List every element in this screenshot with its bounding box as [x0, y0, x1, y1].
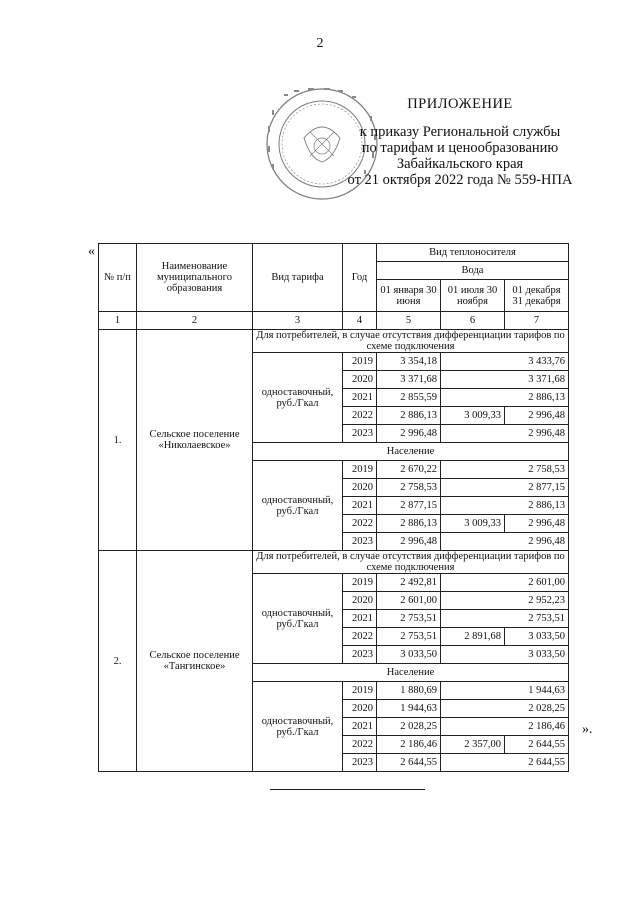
year-cell: 2022: [343, 515, 377, 533]
appendix-line: от 21 октября 2022 года № 559-НПА: [347, 172, 573, 188]
value-jul-dec: 2 644,55: [441, 754, 569, 772]
tariff-type: одноставочный, руб./Гкал: [253, 682, 343, 772]
value-jan-jun: 2 601,00: [377, 592, 441, 610]
value-jul-dec: 2 952,23: [441, 592, 569, 610]
header-num: № п/п: [99, 244, 137, 312]
value-jul-nov: 3 009,33: [441, 407, 505, 425]
closing-quote: ».: [582, 722, 593, 737]
value-jul-nov: 2 891,68: [441, 628, 505, 646]
year-cell: 2022: [343, 628, 377, 646]
column-number: 3: [253, 312, 343, 330]
tariff-table: [98, 243, 569, 772]
year-cell: 2023: [343, 646, 377, 664]
municipality-name: Сельское поселение «Николаевское»: [137, 330, 253, 551]
year-cell: 2020: [343, 479, 377, 497]
column-number: 2: [137, 312, 253, 330]
value-jan-jun: 2 758,53: [377, 479, 441, 497]
year-cell: 2020: [343, 371, 377, 389]
header-period: 01 января 30 июня: [377, 280, 441, 312]
category-row: [99, 330, 569, 353]
appendix-block: [340, 96, 580, 188]
value-jan-jun: 3 354,18: [377, 353, 441, 371]
year-cell: 2019: [343, 353, 377, 371]
year-cell: 2023: [343, 425, 377, 443]
year-cell: 2019: [343, 682, 377, 700]
column-number: 6: [441, 312, 505, 330]
section-number: 2.: [99, 551, 137, 772]
value-dec: 2 996,48: [505, 407, 569, 425]
value-dec: 2 996,48: [505, 515, 569, 533]
value-jan-jun: 2 996,48: [377, 533, 441, 551]
value-jul-dec: 2 877,15: [441, 479, 569, 497]
year-cell: 2023: [343, 533, 377, 551]
value-jan-jun: 2 670,22: [377, 461, 441, 479]
year-cell: 2021: [343, 610, 377, 628]
year-cell: 2019: [343, 574, 377, 592]
category-label: Для потребителей, в случае отсутствия дифференциации тарифов по схеме подключения: [253, 551, 569, 574]
value-jul-dec: 2 028,25: [441, 700, 569, 718]
value-jan-jun: 1 880,69: [377, 682, 441, 700]
value-dec: 3 033,50: [505, 628, 569, 646]
year-cell: 2021: [343, 718, 377, 736]
column-number: 5: [377, 312, 441, 330]
value-jan-jun: 2 855,59: [377, 389, 441, 407]
year-cell: 2022: [343, 736, 377, 754]
value-jul-dec: 2 601,00: [441, 574, 569, 592]
value-jul-dec: 2 758,53: [441, 461, 569, 479]
municipality-name: Сельское поселение «Тангинское»: [137, 551, 253, 772]
value-jul-dec: 2 186,46: [441, 718, 569, 736]
year-cell: 2021: [343, 389, 377, 407]
appendix-line: Забайкальского края: [396, 156, 524, 172]
opening-quote: «: [88, 244, 95, 259]
value-jul-dec: 2 996,48: [441, 533, 569, 551]
value-jan-jun: 2 886,13: [377, 407, 441, 425]
value-jul-dec: 2 753,51: [441, 610, 569, 628]
value-jan-jun: 2 753,51: [377, 610, 441, 628]
value-jul-dec: 3 033,50: [441, 646, 569, 664]
section-number: 1.: [99, 330, 137, 551]
year-cell: 2021: [343, 497, 377, 515]
value-jan-jun: 3 033,50: [377, 646, 441, 664]
page-number: 2: [316, 36, 324, 51]
column-number: 4: [343, 312, 377, 330]
year-cell: 2023: [343, 754, 377, 772]
category-row: [99, 551, 569, 574]
header-year: Год: [343, 244, 377, 312]
tariff-type: одноставочный, руб./Гкал: [253, 574, 343, 664]
column-number: 7: [505, 312, 569, 330]
value-jan-jun: 2 877,15: [377, 497, 441, 515]
year-cell: 2020: [343, 700, 377, 718]
value-jul-nov: 3 009,33: [441, 515, 505, 533]
value-jul-dec: 1 944,63: [441, 682, 569, 700]
value-jan-jun: 2 996,48: [377, 425, 441, 443]
year-cell: 2019: [343, 461, 377, 479]
end-divider: [270, 789, 425, 790]
value-jul-dec: 2 996,48: [441, 425, 569, 443]
year-cell: 2022: [343, 407, 377, 425]
appendix-line: по тарифам и ценообразованию: [361, 140, 559, 156]
value-jul-nov: 2 357,00: [441, 736, 505, 754]
value-jul-dec: 3 433,76: [441, 353, 569, 371]
header-water: Вода: [377, 262, 569, 280]
category-label: Население: [253, 664, 569, 682]
year-cell: 2020: [343, 592, 377, 610]
header-period: 01 июля 30 ноября: [441, 280, 505, 312]
appendix-title: ПРИЛОЖЕНИЕ: [407, 96, 513, 112]
category-label: Для потребителей, в случае отсутствия дифференциации тарифов по схеме подключения: [253, 330, 569, 353]
tariff-type: одноставочный, руб./Гкал: [253, 461, 343, 551]
header-period: 01 декабря 31 декабря: [505, 280, 569, 312]
header-municipality: Наименование муниципального образования: [137, 244, 253, 312]
value-jul-dec: 2 886,13: [441, 497, 569, 515]
header-tariff-type: Вид тарифа: [253, 244, 343, 312]
value-jan-jun: 2 644,55: [377, 754, 441, 772]
value-jul-dec: 2 886,13: [441, 389, 569, 407]
value-jan-jun: 1 944,63: [377, 700, 441, 718]
value-jan-jun: 2 028,25: [377, 718, 441, 736]
value-dec: 2 644,55: [505, 736, 569, 754]
value-jan-jun: 2 886,13: [377, 515, 441, 533]
category-label: Население: [253, 443, 569, 461]
value-jan-jun: 3 371,68: [377, 371, 441, 389]
column-number: 1: [99, 312, 137, 330]
value-jan-jun: 2 753,51: [377, 628, 441, 646]
tariff-type: одноставочный, руб./Гкал: [253, 353, 343, 443]
header-coolant: Вид теплоносителя: [377, 244, 569, 262]
value-jan-jun: 2 492,81: [377, 574, 441, 592]
value-jul-dec: 3 371,68: [441, 371, 569, 389]
appendix-line: к приказу Региональной службы: [359, 124, 561, 140]
value-jan-jun: 2 186,46: [377, 736, 441, 754]
